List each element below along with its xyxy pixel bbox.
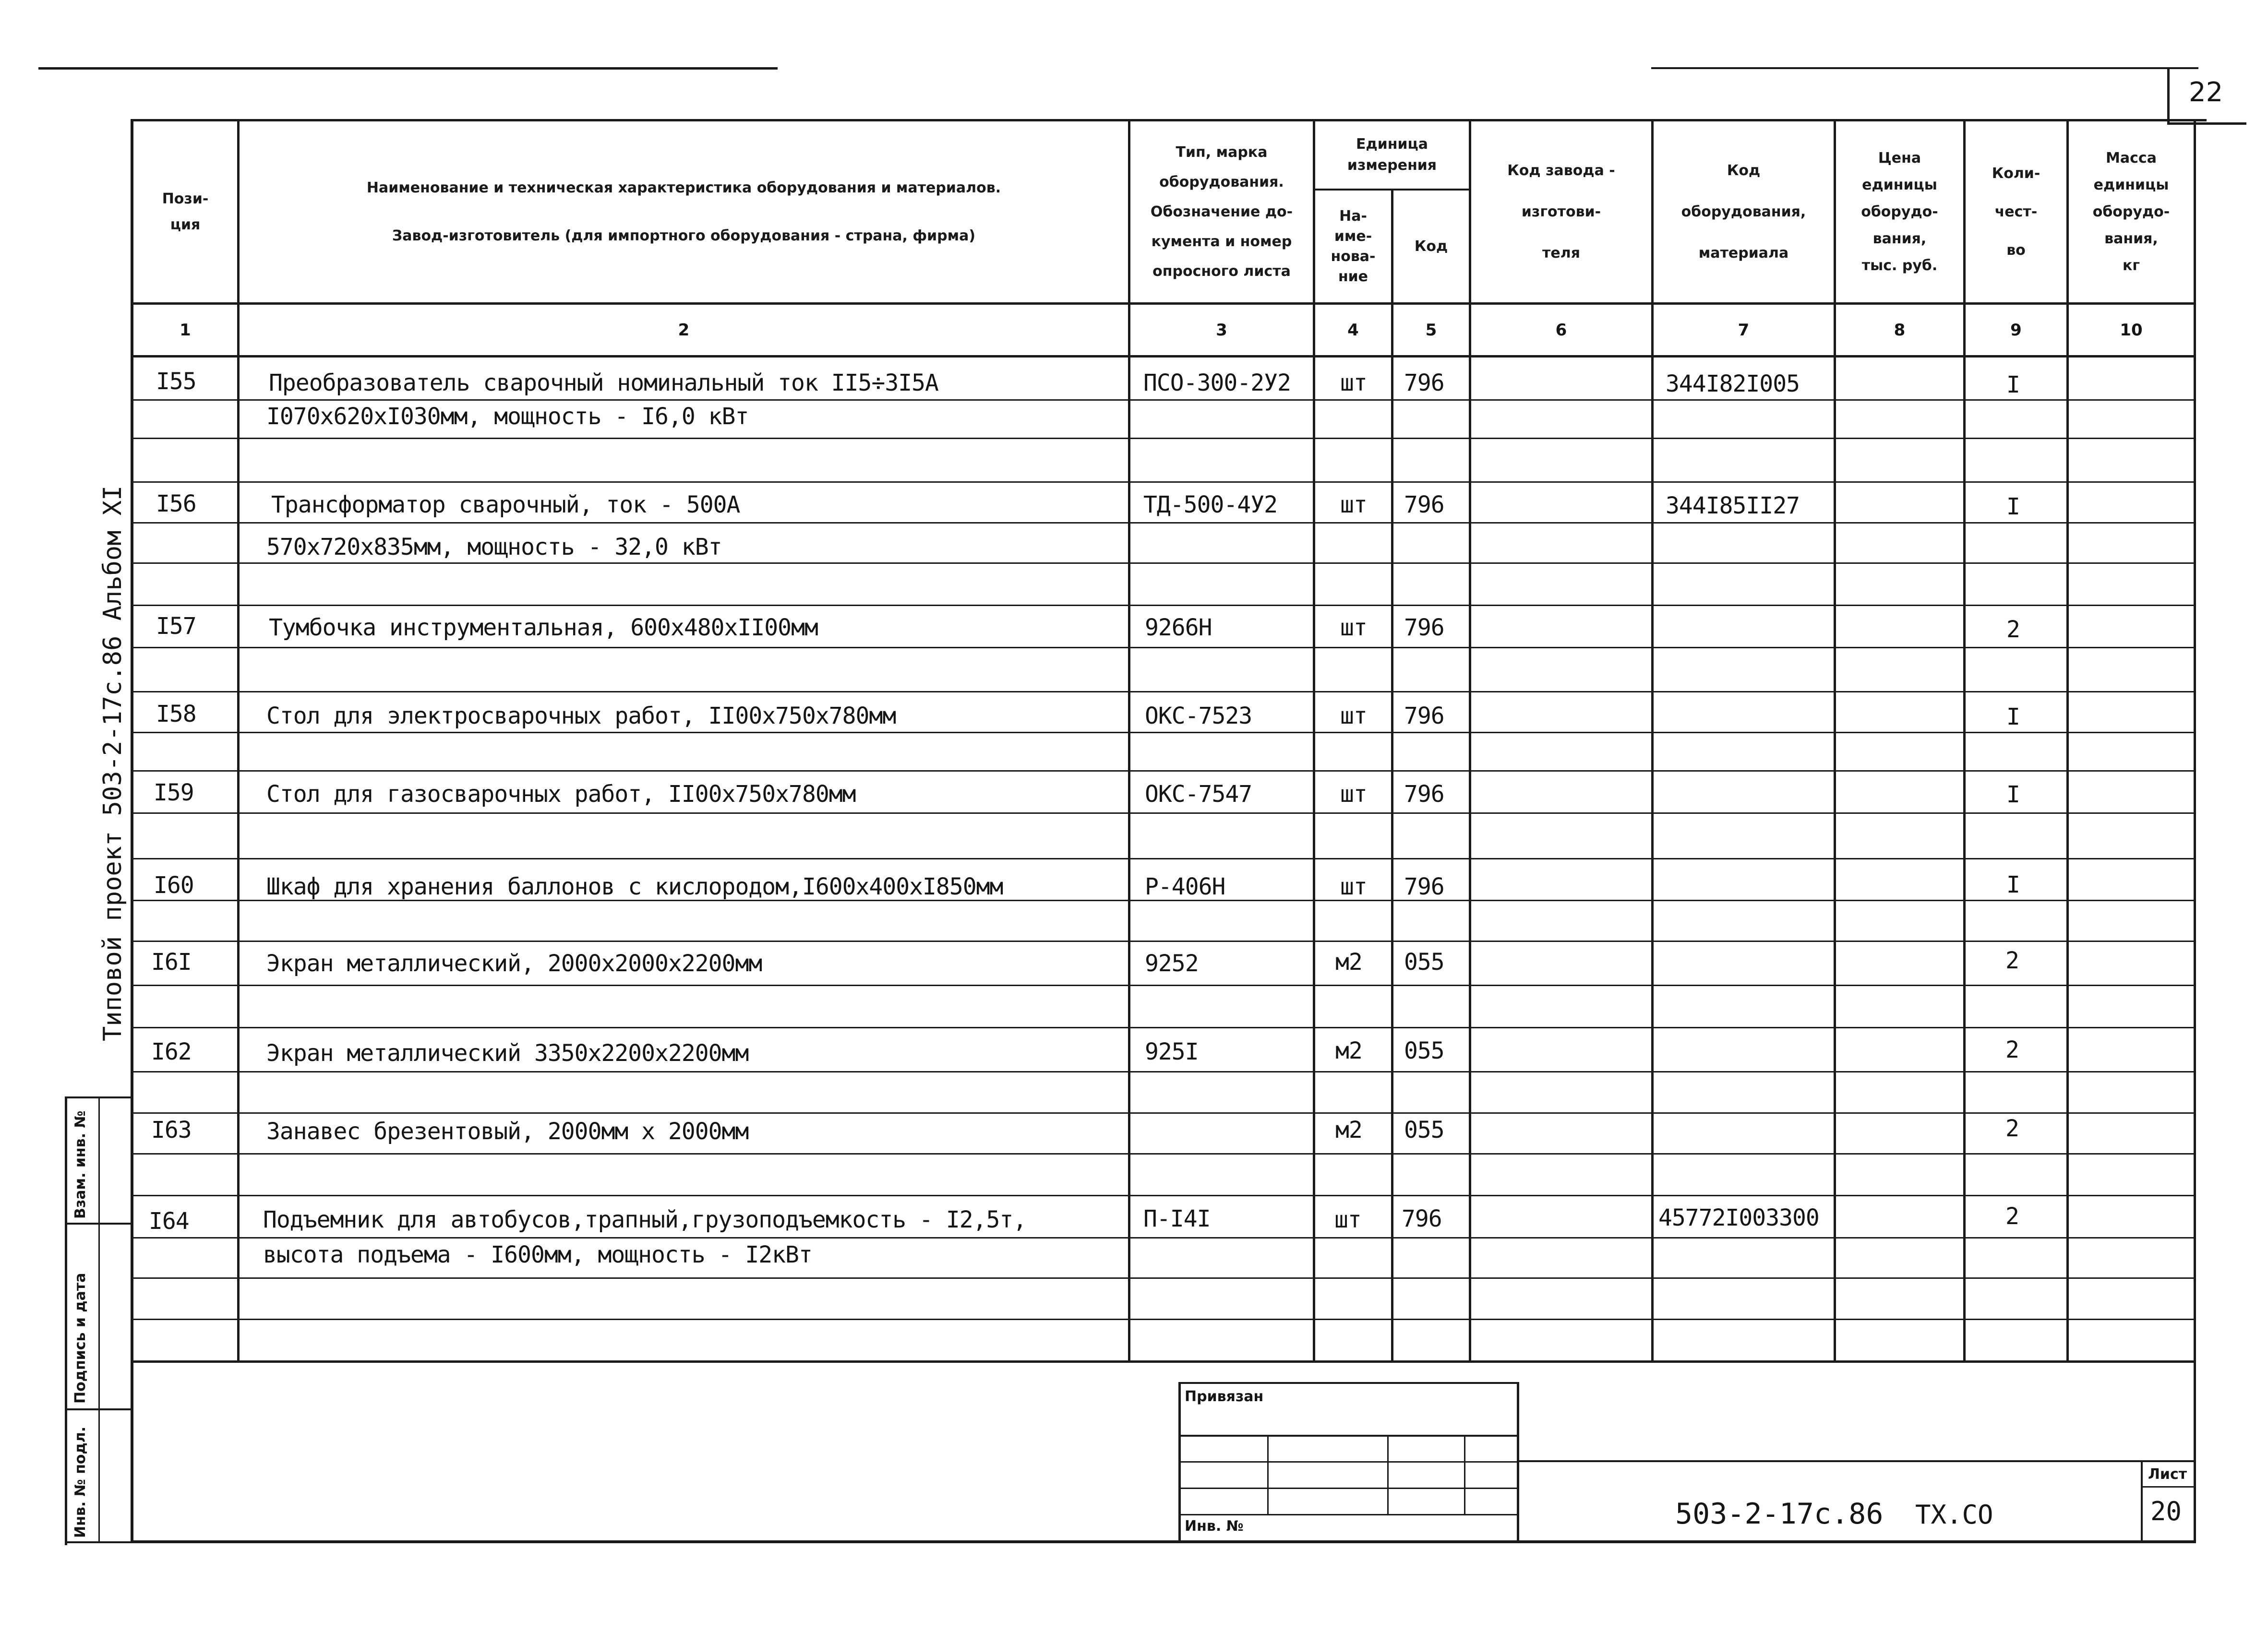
col-number-9: 9 xyxy=(2010,320,2022,340)
row-position: I55 xyxy=(156,368,196,395)
row-qty: 2 xyxy=(2005,1036,2019,1063)
stamp-signature-date: Подпись и дата xyxy=(72,1273,89,1404)
header-type: Тип, марка оборудования. Обозначение до- кумента и номер опросного листа xyxy=(1150,143,1293,280)
row-unit-code: 055 xyxy=(1404,1117,1444,1144)
row-position: I62 xyxy=(151,1038,192,1065)
row-position: I59 xyxy=(154,779,194,806)
row-unit: шт xyxy=(1340,369,1367,396)
row-eq-code: 344I82I005 xyxy=(1666,370,1800,397)
row-type: ПСО-300-2У2 xyxy=(1143,369,1291,396)
row-type: П-I4I xyxy=(1143,1205,1211,1232)
header-position: Пози- ция xyxy=(162,190,209,233)
row-qty: 2 xyxy=(2005,1115,2019,1142)
header-name: Наименование и техническая характеристика оборудования и материалов. Завод-изготовитель (для импортного оборудования - страна, фирма) xyxy=(366,179,1001,244)
row-name: Подъемник для автобусов,трапный,грузоподъемкость - I2,5т, xyxy=(263,1206,1027,1233)
col-number-2: 2 xyxy=(678,320,690,340)
side-title: Типовой проект 503-2-17с.86 Альбом XI xyxy=(98,485,127,1041)
col-number-7: 7 xyxy=(1738,320,1750,340)
row-name: Шкаф для хранения баллонов с кислородом,I600x400xI850мм xyxy=(266,873,1003,900)
row-qty: I xyxy=(2006,371,2020,398)
header-mfr-code: Код завода - изготови- теля xyxy=(1507,162,1615,262)
row-type: 925I xyxy=(1145,1038,1199,1065)
header-unit: Единица измерения xyxy=(1347,136,1437,174)
header-eq-code: Код оборудования, материала xyxy=(1681,162,1806,262)
col-number-3: 3 xyxy=(1216,320,1227,340)
row-type: Р-406Н xyxy=(1145,873,1225,900)
row-unit: м2 xyxy=(1335,949,1362,976)
stamp-replace-inv: Взам. инв. № xyxy=(72,1110,89,1219)
header-qty: Коли- чест- во xyxy=(1992,165,2040,259)
row-type: ОКС-7523 xyxy=(1145,703,1252,729)
col-number-6: 6 xyxy=(1555,320,1567,340)
row-name: Стол для газосварочных работ, II00x750x780мм xyxy=(266,781,856,808)
row-qty: 2 xyxy=(2005,1203,2019,1230)
row-unit: м2 xyxy=(1335,1117,1362,1144)
row-unit: м2 xyxy=(1335,1037,1362,1064)
row-qty: 2 xyxy=(2005,947,2019,974)
header-unit-name: На- име- нова- ние xyxy=(1331,207,1376,285)
row-type: 9252 xyxy=(1145,950,1199,977)
row-position: I56 xyxy=(156,490,196,517)
row-type: ТД-500-4У2 xyxy=(1143,491,1277,518)
row-position: I64 xyxy=(149,1208,189,1235)
row-position: I57 xyxy=(156,613,196,640)
header-price: Цена единицы оборудо- вания, тыс. руб. xyxy=(1861,149,1938,274)
row-type: ОКС-7547 xyxy=(1145,781,1252,808)
row-unit-code: 796 xyxy=(1404,781,1444,808)
row-qty: I xyxy=(2006,871,2020,898)
row-name: Экран металлический, 2000x2000x2200мм xyxy=(266,950,762,977)
row-unit: шт xyxy=(1334,1206,1361,1233)
row-position: I60 xyxy=(154,872,194,899)
doc-suffix: ТХ.СО xyxy=(1915,1500,1993,1530)
row-name: Экран металлический 3350x2200x2200мм xyxy=(266,1040,749,1067)
row-unit-code: 796 xyxy=(1404,491,1444,518)
row-eq-code: 45772I003300 xyxy=(1658,1204,1819,1231)
row-unit-code: 796 xyxy=(1404,873,1444,900)
row-unit: шт xyxy=(1340,703,1367,729)
row-position: I63 xyxy=(151,1117,192,1144)
col-number-4: 4 xyxy=(1347,320,1359,340)
header-mass: Масса единицы оборудо- вания, кг xyxy=(2092,149,2170,274)
row-name: Занавес брезентовый, 2000мм x 2000мм xyxy=(266,1118,749,1145)
row-name-line2: I070x620xI030мм, мощность - I6,0 кВт xyxy=(266,403,749,430)
doc-code: 503-2-17с.86 xyxy=(1675,1497,1884,1531)
row-name: Стол для электросварочных работ, II00x750x780мм xyxy=(266,703,896,729)
col-number-8: 8 xyxy=(1894,320,1906,340)
row-unit: шт xyxy=(1340,614,1367,641)
row-eq-code: 344I85II27 xyxy=(1666,492,1800,519)
row-name: Преобразователь сварочный номинальный ток II5÷3I5А xyxy=(269,369,938,396)
row-qty: I xyxy=(2006,703,2020,730)
row-position: I58 xyxy=(156,701,196,727)
bound-label: Привязан xyxy=(1185,1388,1264,1405)
header-unit-code: Код xyxy=(1414,238,1448,255)
row-name: Тумбочка инструментальная, 600x480xII00мм xyxy=(269,614,818,641)
row-unit-code: 055 xyxy=(1404,949,1444,976)
row-unit: шт xyxy=(1340,873,1367,900)
row-type: 9266Н xyxy=(1145,614,1212,641)
row-position: I6I xyxy=(151,949,192,976)
row-unit-code: 796 xyxy=(1402,1205,1442,1232)
row-qty: I xyxy=(2006,781,2020,808)
row-name-line2: высота подъема - I600мм, мощность - I2кВт xyxy=(263,1241,812,1268)
col-number-1: 1 xyxy=(180,320,191,340)
sheet-value: 20 xyxy=(2150,1496,2182,1526)
row-unit: шт xyxy=(1340,491,1367,518)
row-unit-code: 796 xyxy=(1404,703,1444,729)
row-qty: 2 xyxy=(2006,616,2020,643)
row-name-line2: 570x720x835мм, мощность - 32,0 кВт xyxy=(266,534,722,560)
col-number-5: 5 xyxy=(1425,320,1437,340)
col-number-10: 10 xyxy=(2120,320,2143,340)
sheet-label: Лист xyxy=(2148,1466,2187,1483)
stamp-inv-number: Инв. № подл. xyxy=(72,1426,89,1538)
row-qty: I xyxy=(2006,493,2020,520)
row-unit-code: 796 xyxy=(1404,369,1444,396)
row-name: Трансформатор сварочный, ток - 500А xyxy=(271,491,740,518)
row-unit: шт xyxy=(1340,781,1367,808)
row-unit-code: 796 xyxy=(1404,614,1444,641)
inv-label: Инв. № xyxy=(1185,1518,1244,1535)
sheet-number: 22 xyxy=(2189,77,2223,108)
row-unit-code: 055 xyxy=(1404,1037,1444,1064)
